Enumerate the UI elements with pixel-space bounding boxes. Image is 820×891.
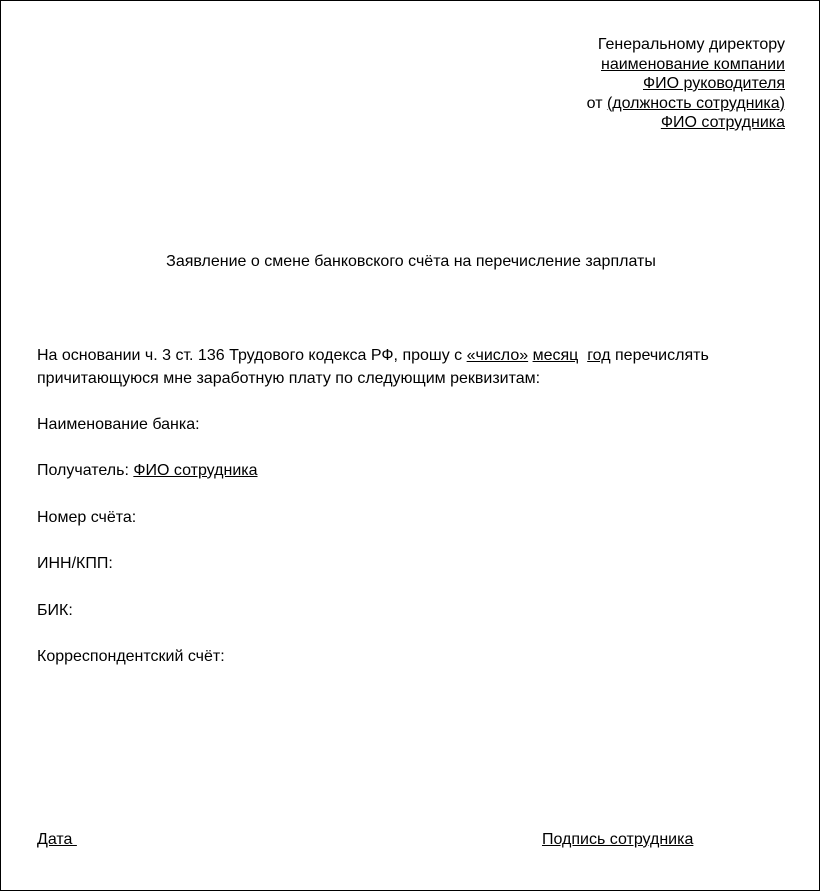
request-text-line2: причитающуюся мне заработную плату по следующим реквизитам: <box>37 370 541 387</box>
document-title: Заявление о смене банковского счёта на перечисление зарплаты <box>166 253 656 270</box>
request-text-end: перечислять <box>610 347 709 364</box>
company-name: наименование компании <box>601 55 785 73</box>
start-day: «число» <box>466 347 529 364</box>
employee-name: ФИО сотрудника <box>660 114 785 131</box>
from-prefix: от <box>586 94 603 112</box>
director-name: ФИО руководителя <box>642 75 785 92</box>
account-number-field: Номер счёта: <box>37 509 137 526</box>
bank-name-field: Наименование банка: <box>37 416 200 433</box>
recipient-field <box>37 461 258 480</box>
signature-label: Подпись сотрудника <box>542 831 694 848</box>
request-paragraph <box>37 344 797 390</box>
request-text-start: На основании ч. 3 ст. 136 Трудового кодекса РФ, прошу с <box>37 347 467 364</box>
bik-field: БИК: <box>37 602 73 619</box>
recipient-value: ФИО сотрудника <box>133 462 258 479</box>
recipient-label: Получатель: <box>37 462 134 479</box>
sender-line <box>587 94 785 114</box>
start-month: месяц <box>532 347 579 364</box>
date-label: Дата <box>37 831 77 848</box>
addressee-block <box>587 35 785 133</box>
corr-account-field: Корреспондентский счёт: <box>37 648 225 665</box>
addressee-title: Генеральному директору <box>597 36 785 53</box>
start-year: год <box>587 347 611 364</box>
inn-kpp-field: ИНН/КПП: <box>37 555 113 572</box>
employee-position: (должность сотрудника) <box>606 94 785 112</box>
